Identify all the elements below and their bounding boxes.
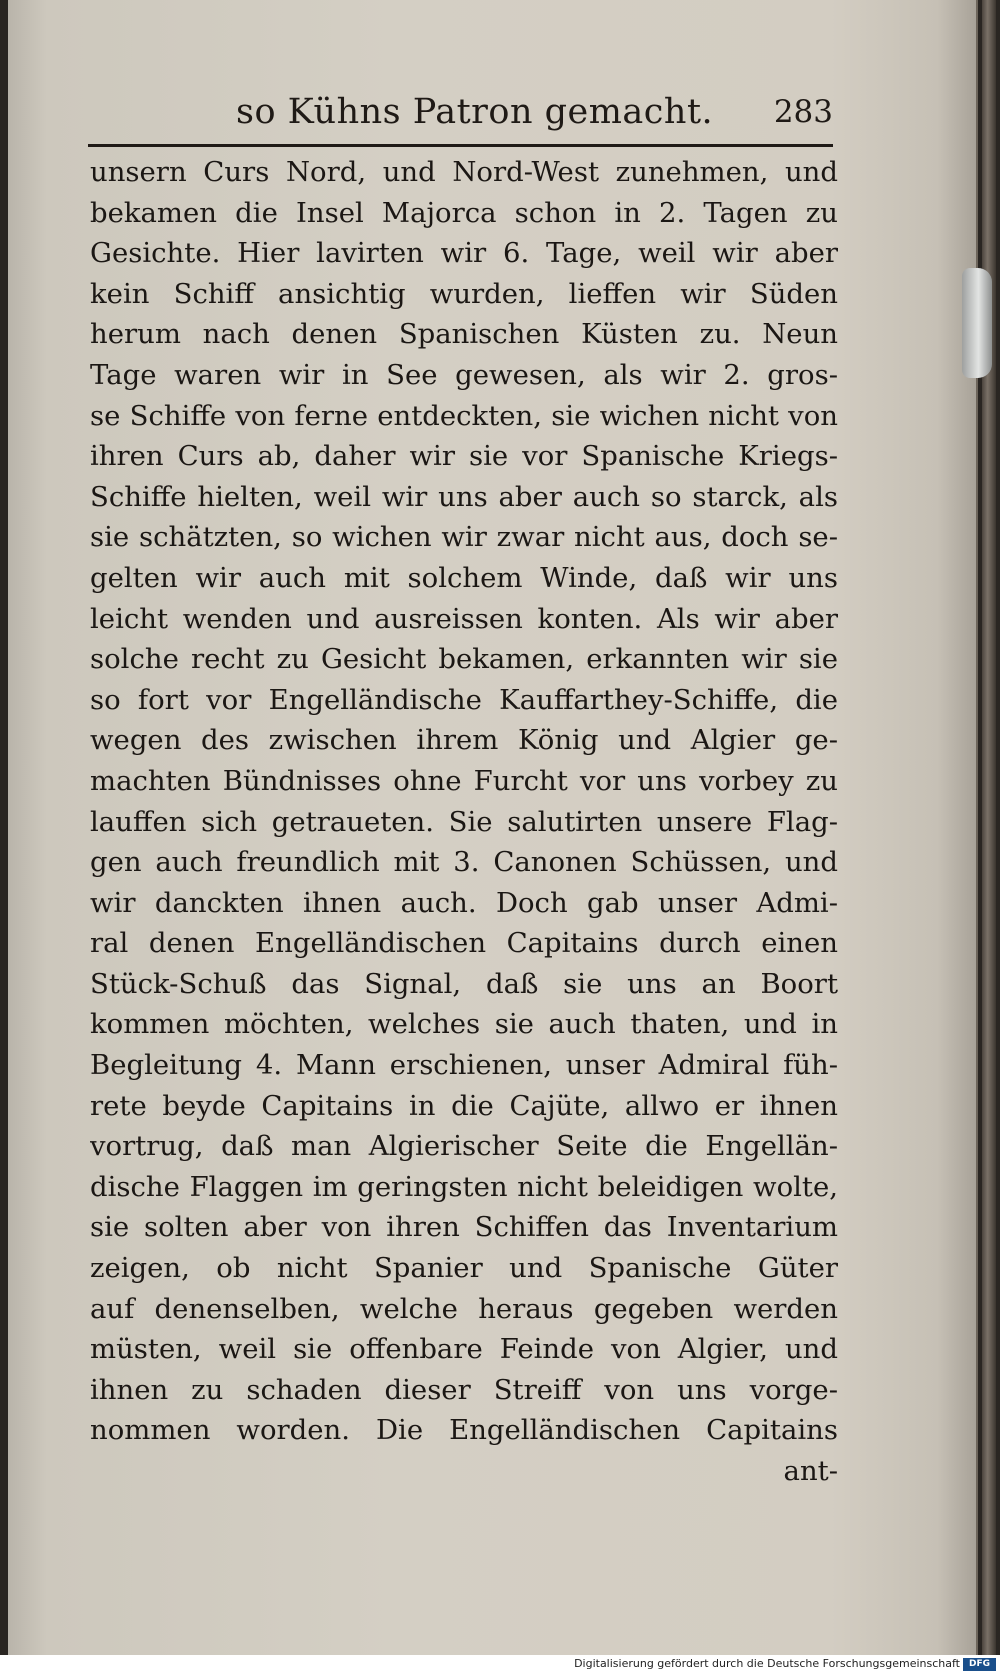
text-line: solche recht zu Gesicht bekamen, erkannten wir sie: [90, 643, 838, 676]
catchword: ant-: [783, 1455, 838, 1487]
footer-bar: [0, 1655, 1000, 1675]
text-line: müsten, weil sie offenbare Feinde von Algier, und: [90, 1333, 838, 1366]
page-body: [90, 152, 838, 1492]
text-line: auf denenselben, welche heraus gegeben werden: [90, 1292, 838, 1325]
running-head: so Kühns Patron gemacht.: [236, 92, 714, 132]
book-page: [8, 0, 978, 1655]
text-line: ihren Curs ab, daher wir sie vor Spanische Kriegs-: [90, 440, 838, 473]
dfg-logo: DFG: [963, 1658, 996, 1671]
text-line: wegen des zwischen ihrem König und Algier ge-: [90, 724, 838, 757]
text-line: ral denen Engelländischen Capitains durch einen: [90, 927, 838, 960]
text-line: se Schiffe von ferne entdeckten, sie wichen nicht von: [90, 399, 838, 432]
text-line: leicht wenden und ausreissen konten. Als wir aber: [90, 602, 838, 635]
text-line: sie schätzten, so wichen wir zwar nicht aus, doch se-: [90, 521, 838, 554]
text-line: wir danckten ihnen auch. Doch gab unser Admi-: [90, 886, 838, 919]
text-line: Schiffe hielten, weil wir uns aber auch so starck, als: [90, 480, 838, 513]
text-line: Begleitung 4. Mann erschienen, unser Admiral füh-: [90, 1049, 838, 1082]
text-line: herum nach denen Spanischen Küsten zu. Neun: [90, 318, 838, 351]
text-line: Stück-Schuß das Signal, daß sie uns an Boort: [90, 967, 838, 1000]
text-line: rete beyde Capitains in die Cajüte, allwo er ihnen: [90, 1089, 838, 1122]
text-line: so fort vor Engelländische Kauffarthey-Schiffe, die: [90, 683, 838, 716]
text-line: nommen worden. Die Engelländischen Capitains: [90, 1414, 838, 1447]
page-header: [88, 88, 833, 147]
footer-credit: Digitalisierung gefördert durch die Deutsche Forschungsgemeinschaft: [574, 1657, 960, 1670]
text-line: gen auch freundlich mit 3. Canonen Schüssen, und: [90, 846, 838, 879]
text-line: zeigen, ob nicht Spanier und Spanische Güter: [90, 1252, 838, 1285]
text-line: gelten wir auch mit solchem Winde, daß wir uns: [90, 561, 838, 594]
text-line: unsern Curs Nord, und Nord-West zunehmen, und: [90, 156, 838, 188]
text-line: lauffen sich getraueten. Sie salutirten unsere Flag-: [90, 805, 838, 838]
text-line: dische Flaggen im geringsten nicht beleidigen wolte,: [90, 1170, 838, 1203]
text-line: vortrug, daß man Algierischer Seite die Engellän-: [90, 1130, 838, 1163]
page-number: 283: [773, 94, 833, 130]
text-line: bekamen die Insel Majorca schon in 2. Tagen zu: [90, 196, 838, 229]
text-line: machten Bündnisses ohne Furcht vor uns vorbey zu: [90, 764, 838, 797]
text-line: sie solten aber von ihren Schiffen das Inventarium: [90, 1211, 838, 1244]
text-line: kommen möchten, welches sie auch thaten, und in: [90, 1008, 838, 1041]
text-line: kein Schiff ansichtig wurden, lieffen wir Süden: [90, 277, 838, 310]
page-edge: [982, 0, 996, 1655]
page-tab-marker: [962, 268, 992, 378]
text-line: ihnen zu schaden dieser Streiff von uns vorge-: [90, 1373, 838, 1406]
text-line: Gesichte. Hier lavirten wir 6. Tage, weil wir aber: [90, 237, 838, 270]
text-line: Tage waren wir in See gewesen, als wir 2. gros-: [90, 358, 838, 391]
